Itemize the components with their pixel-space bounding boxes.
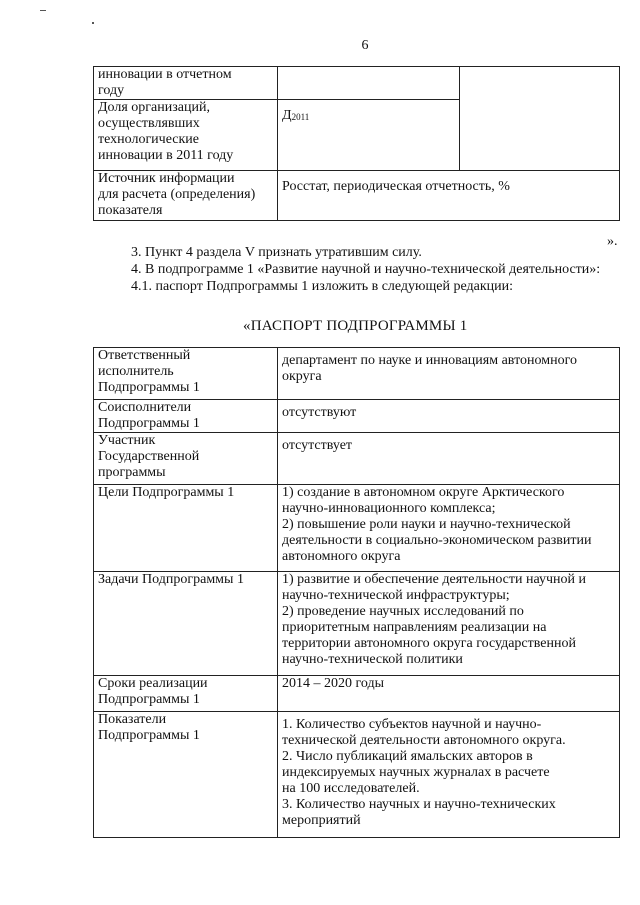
cell-text: территории автономного округа государственной: [282, 636, 576, 651]
cell-text: научно-инновационного комплекса;: [282, 501, 496, 516]
table-row: [94, 485, 620, 572]
cell-text: 1. Количество субъектов научной и научно-: [282, 717, 542, 732]
passport-label-cell: [94, 676, 278, 712]
cell-text: мероприятий: [282, 813, 361, 828]
table-row: [94, 348, 620, 400]
cell-text: технологические: [98, 132, 200, 147]
cell-text: Подпрограммы 1: [98, 728, 200, 743]
table-row: [94, 433, 620, 485]
cell-text: 2014 – 2020 годы: [282, 676, 385, 691]
cell-text: приоритетным направлениям реализации на: [282, 620, 547, 635]
cell-text: Источник информации: [98, 171, 235, 186]
cell-text: на 100 исследователей.: [282, 781, 420, 796]
cell-text: Ответственный: [98, 348, 191, 363]
table-row: [94, 400, 620, 433]
cell-text: осуществлявших: [98, 116, 200, 131]
cell-text: деятельности в социально-экономическом развитии: [282, 533, 592, 548]
passport-value-cell: [278, 712, 620, 838]
closing-quote: ».: [607, 234, 618, 249]
indicator-symbol: Д: [282, 108, 292, 123]
cell-text: 2) повышение роли науки и научно-технической: [282, 517, 571, 532]
cell-text: исполнитель: [98, 364, 174, 379]
paragraph-item-4-1: 4.1. паспорт Подпрограммы 1 изложить в следующей редакции:: [131, 279, 514, 294]
cell-text: Сроки реализации: [98, 676, 208, 691]
passport-label-cell: [94, 400, 278, 433]
passport-label-cell: [94, 485, 278, 572]
indicator-empty-cell: [460, 67, 620, 171]
cell-text: Подпрограммы 1: [98, 380, 200, 395]
cell-text: Государственной: [98, 449, 200, 464]
cell-text: показателя: [98, 203, 163, 218]
passport-value-cell: [278, 348, 620, 400]
cell-text: Подпрограммы 1: [98, 416, 200, 431]
indicator-table: [93, 66, 620, 221]
cell-text: Доля организаций,: [98, 100, 210, 115]
cell-text: году: [98, 83, 125, 98]
cell-text: Росстат, периодическая отчетность, %: [282, 179, 510, 194]
passport-value-cell: [278, 676, 620, 712]
cell-text: программы: [98, 465, 166, 480]
passport-value-cell: [278, 400, 620, 433]
table-row: [94, 67, 620, 100]
table-row: [94, 712, 620, 838]
table-row: [94, 171, 620, 221]
passport-value-cell: [278, 433, 620, 485]
cell-text: научно-технической инфраструктуры;: [282, 588, 510, 603]
cell-text: инновации в отчетном: [98, 67, 232, 82]
passport-heading: «ПАСПОРТ ПОДПРОГРАММЫ 1: [243, 318, 468, 334]
cell-text: департамент по науке и инновациям автономного: [282, 353, 577, 368]
table-row: [94, 572, 620, 676]
indicator-label-cell: [94, 100, 278, 171]
passport-label-cell: [94, 348, 278, 400]
cell-text: 1) развитие и обеспечение деятельности научной и: [282, 572, 587, 587]
cell-text: индексируемых научных журналах в расчете: [282, 765, 550, 780]
cell-text: Участник: [98, 433, 156, 448]
cell-text: Цели Подпрограммы 1: [98, 485, 235, 500]
cell-text: Задачи Подпрограммы 1: [98, 572, 244, 587]
table-row: [94, 676, 620, 712]
cell-text: 2. Число публикаций ямальских авторов в: [282, 749, 533, 764]
indicator-source-cell: [278, 171, 620, 221]
cell-text: округа: [282, 369, 322, 384]
indicator-label-cell: [94, 67, 278, 100]
cell-text: 1) создание в автономном округе Арктического: [282, 485, 565, 500]
cell-text: для расчета (определения): [98, 187, 256, 202]
cell-text: Соисполнители: [98, 400, 192, 415]
cell-text: инновации в 2011 году: [98, 148, 234, 163]
passport-value-cell: [278, 572, 620, 676]
indicator-value-cell: [278, 100, 460, 171]
passport-label-cell: [94, 572, 278, 676]
scan-mark: [40, 10, 46, 11]
indicator-subscript: 2011: [291, 112, 310, 122]
passport-label-cell: [94, 712, 278, 838]
indicator-value-cell: [278, 67, 460, 100]
scan-dot: [92, 22, 94, 24]
cell-text: 3. Количество научных и научно-технических: [282, 797, 556, 812]
indicator-label-cell: [94, 171, 278, 221]
passport-label-cell: [94, 433, 278, 485]
passport-value-cell: [278, 485, 620, 572]
cell-text: технической деятельности автономного округа.: [282, 733, 566, 748]
cell-text: автономного округа: [282, 549, 401, 564]
page-number: 6: [361, 38, 369, 53]
cell-text: научно-технической политики: [282, 652, 463, 667]
cell-text: отсутствуют: [282, 405, 357, 420]
cell-text: Подпрограммы 1: [98, 692, 200, 707]
cell-text: Показатели: [98, 712, 167, 727]
cell-text: 2) проведение научных исследований по: [282, 604, 524, 619]
paragraph-item-3: 3. Пункт 4 раздела V признать утратившим силу.: [131, 245, 422, 260]
passport-table: [93, 347, 620, 838]
paragraph-item-4: 4. В подпрограмме 1 «Развитие научной и научно-технической деятельности»:: [131, 262, 601, 277]
cell-text: отсутствует: [282, 438, 353, 453]
